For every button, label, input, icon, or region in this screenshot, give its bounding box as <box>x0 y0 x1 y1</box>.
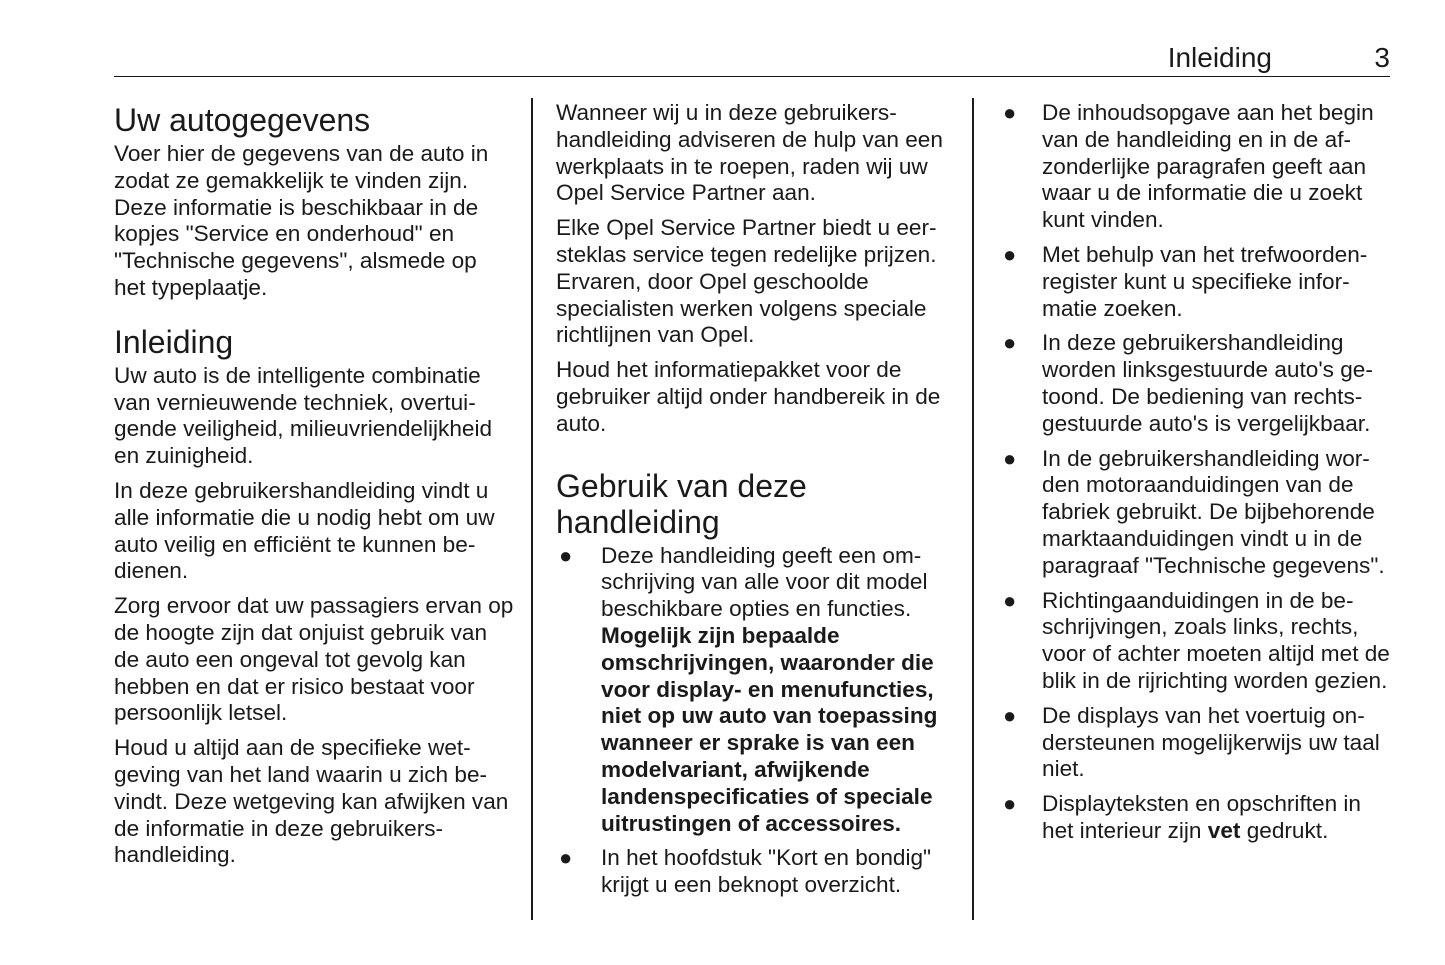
bullet-icon: ● <box>1003 445 1017 471</box>
heading-inleiding: Inleiding <box>114 323 234 360</box>
list-item-bold-text: Mogelijk zijn bepaalde omschrijvingen, waaronder die voor display- en menufuncties, niet op uw auto van toepassing wanneer er sprake is van een modelvariant, afwijkende landenspecificaties of speciale uitrustingen of accessoires. <box>601 622 938 836</box>
column-1 <box>114 100 514 877</box>
page-header <box>114 40 1390 77</box>
heading-gebruik-van-deze-handleiding: Gebruik van deze handleiding <box>556 467 807 540</box>
paragraph: Voer hier de gegevens van de auto in zodat ze gemakkelijk te vinden zijn. Deze informatie is beschikbaar in de kopjes "Service en onderhoud" en "Technische gegevens", alsmede op het typeplaatje. <box>114 141 489 300</box>
bullet-icon: ● <box>1003 241 1017 267</box>
list-item-text: In het hoofdstuk "Kort en bondig" krijgt u een beknopt overzicht. <box>601 845 932 898</box>
list-item <box>1003 330 1395 437</box>
bullet-icon: ● <box>559 845 573 871</box>
bullet-list <box>556 543 956 899</box>
list-item <box>556 845 956 899</box>
column-3 <box>1003 100 1395 853</box>
list-item-text: Richtingaanduidingen in de beschrijvingen, zoals links, rechts, voor of achter moeten altijd met de blik in de rijrichting worden gezien. <box>1042 587 1390 693</box>
header-section-title: Inleiding <box>1167 42 1272 73</box>
bullet-icon: ● <box>1003 100 1017 125</box>
list-item-text: Deze handleiding geeft een omschrijving van alle voor dit model beschikbare opties en functies. <box>601 542 928 622</box>
bullet-icon: ● <box>1003 702 1017 728</box>
paragraph: Wanneer wij u in deze gebruikershandleiding adviseren de hulp van een werkplaats in te roepen, raden wij uw Opel Service Partner aan. <box>556 100 943 206</box>
paragraph: Elke Opel Service Partner biedt u eersteklas service tegen redelijke prijzen. Ervaren, door Opel geschoolde specialisten werken volgens speciale richtlijnen van Opel. <box>556 215 937 348</box>
list-item <box>1003 703 1395 783</box>
list-item-text: Displayteksten en opschriften in het interieur zijn <box>1042 791 1361 843</box>
list-item <box>1003 100 1395 234</box>
list-item-text: In de gebruikershandleiding worden motoraanduidingen van de fabriek gebruikt. De bijbehorende marktaanduidingen vindt u in de paragraaf "Technische gegevens". <box>1042 445 1385 578</box>
paragraph: Houd u altijd aan de specifieke wetgeving van het land waarin u zich bevindt. Deze wetgeving kan afwijken van de informatie in deze gebruikershandleiding. <box>114 735 509 868</box>
bullet-icon: ● <box>1003 791 1017 817</box>
list-item <box>1003 588 1395 695</box>
column-2 <box>556 100 956 907</box>
bold-word: vet <box>1207 817 1241 843</box>
bullet-icon: ● <box>559 542 573 568</box>
column-divider-1 <box>531 98 533 920</box>
heading-uw-autogegevens: Uw autogegevens <box>114 102 371 138</box>
paragraph: Houd het informatiepakket voor de gebruiker altijd onder handbereik in de auto. <box>556 357 941 436</box>
list-item <box>1003 791 1395 845</box>
list-item-text: De inhoudsopgave aan het begin van de handleiding en in de afzonderlijke paragrafen geeft aan waar u de informatie die u zoekt kunt vinden. <box>1042 100 1374 233</box>
paragraph: Zorg ervoor dat uw passagiers ervan op de hoogte zijn dat onjuist gebruik van de auto een ongeval tot gevolg kan hebben en dat er risico bestaat voor persoonlijk letsel. <box>114 593 514 726</box>
list-item <box>1003 242 1395 322</box>
column-divider-2 <box>972 98 974 920</box>
bullet-icon: ● <box>1003 330 1017 356</box>
list-item-text: De displays van het voertuig ondersteunen mogelijkerwijs uw taal niet. <box>1042 702 1380 782</box>
page-number: 3 <box>1374 42 1390 73</box>
list-item-text: Met behulp van het trefwoordenregister kunt u specifieke informatie zoeken. <box>1042 241 1368 321</box>
bullet-icon: ● <box>1003 587 1017 613</box>
paragraph: Uw auto is de intelligente combinatie van vernieuwende techniek, overtuigende veiligheid, milieuvriendelijkheid en zuinigheid. <box>114 362 493 469</box>
list-item <box>556 543 956 838</box>
list-item <box>1003 446 1395 580</box>
list-item-text: gedrukt. <box>1240 817 1329 843</box>
paragraph: In deze gebruikershandleiding vindt u alle informatie die u nodig hebt om uw auto veilig en efficiënt te kunnen bedienen. <box>114 477 495 584</box>
bullet-list <box>1003 100 1395 845</box>
list-item-text: In deze gebruikershandleiding worden linksgestuurde auto's getoond. De bediening van rechtsgestuurde auto's is vergelijkbaar. <box>1042 330 1373 436</box>
